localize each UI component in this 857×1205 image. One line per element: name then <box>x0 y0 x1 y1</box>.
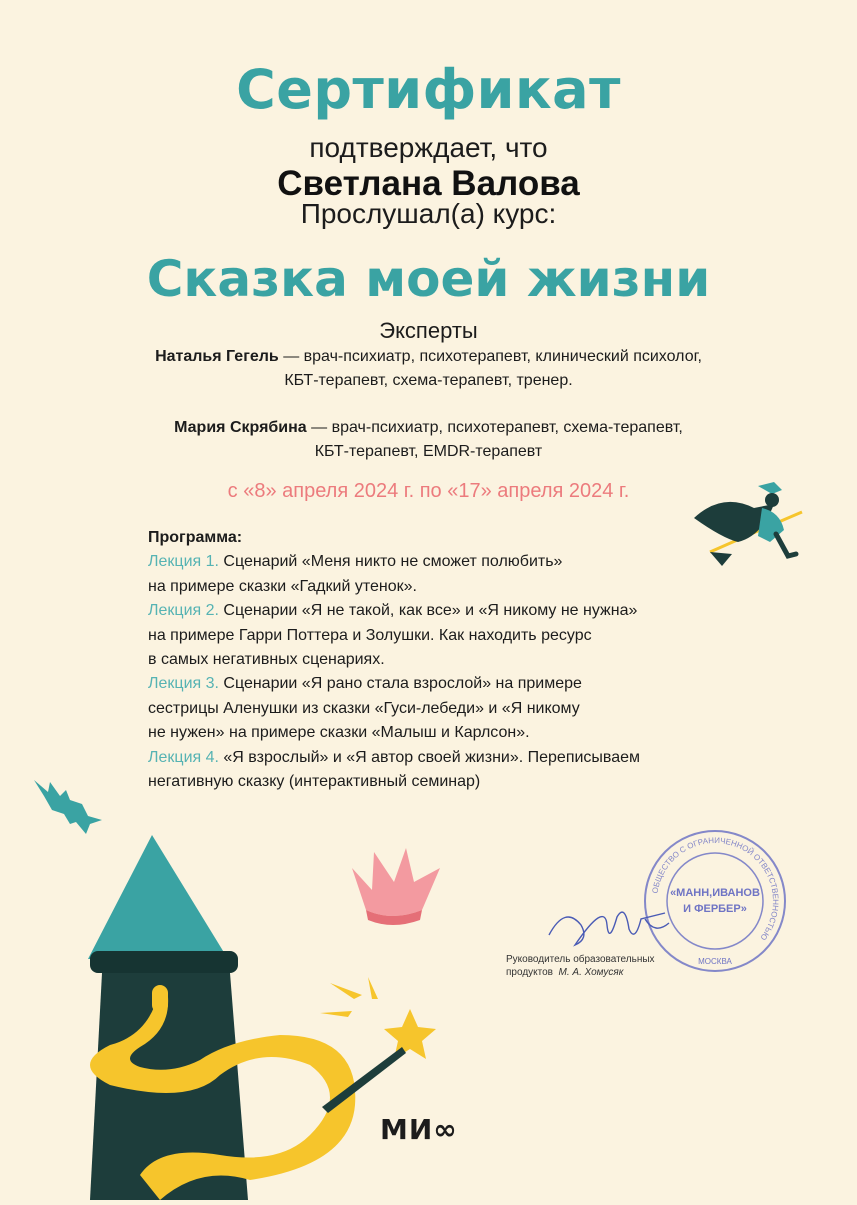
expert-entry <box>0 416 857 464</box>
list-item <box>148 672 748 745</box>
lecture-text: не нужен» на примере сказки «Малыш и Карлсон». <box>148 724 530 742</box>
recipient-name: Светлана Валова <box>277 164 580 203</box>
listened-text: Прослушал(а) курс: <box>300 198 557 229</box>
signer-title: продуктов <box>506 967 553 978</box>
expert-name: Наталья Гегель <box>155 348 279 365</box>
certificate-title: Сертификат <box>236 58 621 121</box>
publisher-logo: МИ∞ <box>380 1113 458 1146</box>
lecture-label: Лекция 2. <box>148 602 219 620</box>
signature-caption <box>506 953 655 979</box>
course-name: Сказка моей жизни <box>146 250 711 308</box>
lecture-label: Лекция 4. <box>148 748 219 766</box>
list-item <box>148 746 748 795</box>
expert-description: — врач-психиатр, психотерапевт, схема-терапевт, <box>306 419 683 436</box>
lecture-text: сестрицы Аленушки из сказки «Гуси-лебеди» и «Я никому <box>148 699 580 717</box>
stamp-ring-text: ОБЩЕСТВО С ОГРАНИЧЕННОЙ ОТВЕТСТВЕННОСТЬЮ <box>650 835 781 942</box>
lecture-label: Лекция 3. <box>148 675 219 693</box>
list-item <box>148 599 748 672</box>
confirms-text: подтверждает, что <box>309 132 548 163</box>
expert-description: КБТ-терапевт, схема-терапевт, тренер. <box>284 372 573 389</box>
handwritten-signature <box>545 895 675 955</box>
lecture-text: на примере сказки «Гадкий утенок». <box>148 577 417 595</box>
crown-illustration <box>342 838 452 928</box>
magic-wand-illustration <box>318 975 468 1115</box>
stamp-center-line: И ФЕРБЕР» <box>683 903 747 915</box>
stamp-city: МОСКВА <box>698 957 732 966</box>
list-item <box>148 550 748 599</box>
lecture-text: негативную сказку (интерактивный семинар) <box>148 773 481 791</box>
expert-description: — врач-психиатр, психотерапевт, клинический психолог, <box>278 348 702 365</box>
lecture-text: Сценарий «Меня никто не сможет полюбить» <box>218 553 563 571</box>
expert-entry <box>0 345 857 393</box>
experts-heading: Эксперты <box>379 318 478 343</box>
expert-description: КБТ-терапевт, EMDR-терапевт <box>314 443 543 460</box>
lecture-text: «Я взрослый» и «Я автор своей жизни». Переписываем <box>218 748 641 766</box>
expert-name: Мария Скрябина <box>174 419 307 436</box>
lecture-text: на примере Гарри Поттера и Золушки. Как находить ресурс <box>148 626 592 644</box>
lecture-text: в самых негативных сценариях. <box>148 651 385 669</box>
bat-illustration <box>30 770 110 840</box>
course-dates: с «8» апреля 2024 г. по «17» апреля 2024 г. <box>227 480 630 502</box>
program-heading: Программа: <box>148 529 243 546</box>
program-list <box>148 526 748 794</box>
tower-illustration <box>60 835 360 1205</box>
stamp-center-line: «МАНН,ИВАНОВ <box>670 887 760 899</box>
lecture-label: Лекция 1. <box>148 553 219 571</box>
lecture-text: Сценарии «Я не такой, как все» и «Я никому не нужна» <box>218 602 638 620</box>
lecture-text: Сценарии «Я рано стала взрослой» на примере <box>218 675 582 693</box>
signer-title: Руководитель образовательных <box>506 954 655 965</box>
signer-name: М. А. Хомусяк <box>558 967 624 978</box>
witch-on-broom-illustration <box>692 478 822 578</box>
